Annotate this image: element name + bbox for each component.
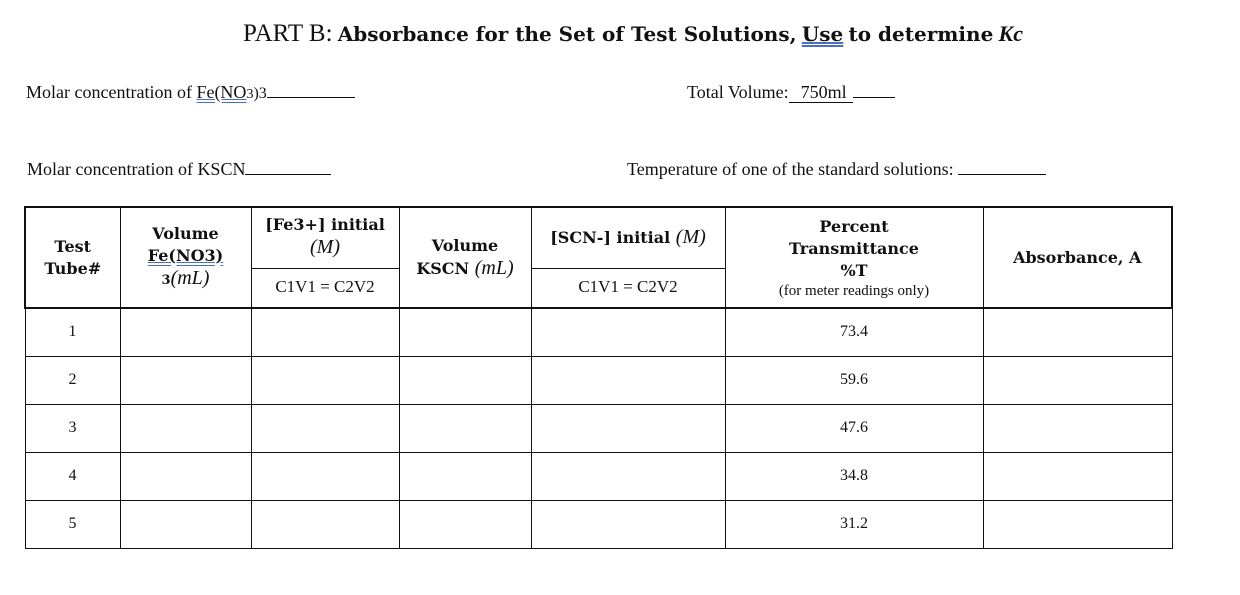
table-row — [25, 356, 1172, 404]
header-absorbance: Absorbance, A — [983, 207, 1172, 308]
transmittance-cell[interactable]: 59.6 — [725, 356, 983, 404]
tube-number: 5 — [25, 500, 120, 548]
transmittance-cell[interactable]: 34.8 — [725, 452, 983, 500]
scn-initial-cell[interactable] — [531, 308, 725, 356]
tube-number: 4 — [25, 452, 120, 500]
total-volume-blank — [853, 81, 895, 98]
fe-concentration-blank[interactable] — [267, 81, 355, 98]
volume-kscn-cell[interactable] — [399, 500, 531, 548]
fe-formula-sub: 3 — [246, 87, 254, 102]
fe-initial-cell[interactable] — [251, 404, 399, 452]
page-title — [0, 20, 1240, 48]
fe-concentration-field — [26, 81, 355, 103]
volume-kscn-cell[interactable] — [399, 404, 531, 452]
transmittance-cell[interactable]: 47.6 — [725, 404, 983, 452]
fe-initial-cell[interactable] — [251, 452, 399, 500]
kscn-concentration-blank[interactable] — [245, 158, 331, 175]
table-row — [25, 500, 1172, 548]
volume-fe-cell[interactable] — [120, 452, 251, 500]
fe-formula-close: )3 — [253, 85, 267, 102]
temperature-blank[interactable] — [958, 158, 1046, 175]
fe-initial-cell[interactable] — [251, 356, 399, 404]
volume-kscn-cell[interactable] — [399, 452, 531, 500]
fe-concentration-label: Molar concentration of — [26, 82, 192, 102]
scn-initial-cell[interactable] — [531, 356, 725, 404]
scn-initial-cell[interactable] — [531, 452, 725, 500]
table-header-row — [25, 207, 1172, 308]
volume-fe-cell[interactable] — [120, 404, 251, 452]
total-volume-field — [687, 81, 895, 103]
transmittance-cell[interactable]: 73.4 — [725, 308, 983, 356]
title-text-2: to determine — [848, 22, 994, 46]
fe-initial-cell[interactable] — [251, 308, 399, 356]
table-row — [25, 404, 1172, 452]
volume-fe-cell[interactable] — [120, 308, 251, 356]
fe-initial-cell[interactable] — [251, 500, 399, 548]
header-percent-transmittance: Percent Transmittance %T (for meter readings only) — [725, 207, 983, 308]
fe-formula: Fe(NO — [196, 82, 247, 102]
absorbance-cell[interactable] — [983, 500, 1172, 548]
temperature-field — [627, 158, 1046, 180]
tube-number: 2 — [25, 356, 120, 404]
table-row — [25, 452, 1172, 500]
absorbance-cell[interactable] — [983, 404, 1172, 452]
kscn-concentration-label: Molar concentration of KSCN — [27, 159, 246, 179]
absorbance-cell[interactable] — [983, 356, 1172, 404]
title-part: PART B: — [242, 20, 333, 47]
title-text-1: Absorbance for the Set of Test Solutions, — [337, 22, 797, 46]
header-fe-initial: [Fe3+] initial (M) C1V1 = C2V2 — [251, 207, 399, 308]
volume-fe-cell[interactable] — [120, 500, 251, 548]
scn-initial-cell[interactable] — [531, 500, 725, 548]
volume-kscn-cell[interactable] — [399, 308, 531, 356]
tube-number: 1 — [25, 308, 120, 356]
transmittance-cell[interactable]: 31.2 — [725, 500, 983, 548]
absorbance-cell[interactable] — [983, 308, 1172, 356]
absorbance-table — [24, 206, 1173, 549]
total-volume-label: Total Volume: — [687, 82, 789, 102]
title-kc: Kc — [998, 21, 1023, 46]
total-volume-value[interactable]: 750ml — [789, 82, 853, 103]
header-volume-kscn: Volume KSCN (mL) — [399, 207, 531, 308]
volume-kscn-cell[interactable] — [399, 356, 531, 404]
scn-initial-cell[interactable] — [531, 404, 725, 452]
header-test-tube: Test Tube# — [25, 207, 120, 308]
header-volume-fe: Volume Fe(NO3) 3(mL) — [120, 207, 251, 308]
volume-fe-cell[interactable] — [120, 356, 251, 404]
absorbance-cell[interactable] — [983, 452, 1172, 500]
kscn-concentration-field — [27, 158, 331, 180]
temperature-label: Temperature of one of the standard solutions: — [627, 159, 954, 179]
header-scn-initial: [SCN-] initial (M) C1V1 = C2V2 — [531, 207, 725, 308]
tube-number: 3 — [25, 404, 120, 452]
title-use: Use — [801, 22, 844, 46]
table-row — [25, 308, 1172, 356]
